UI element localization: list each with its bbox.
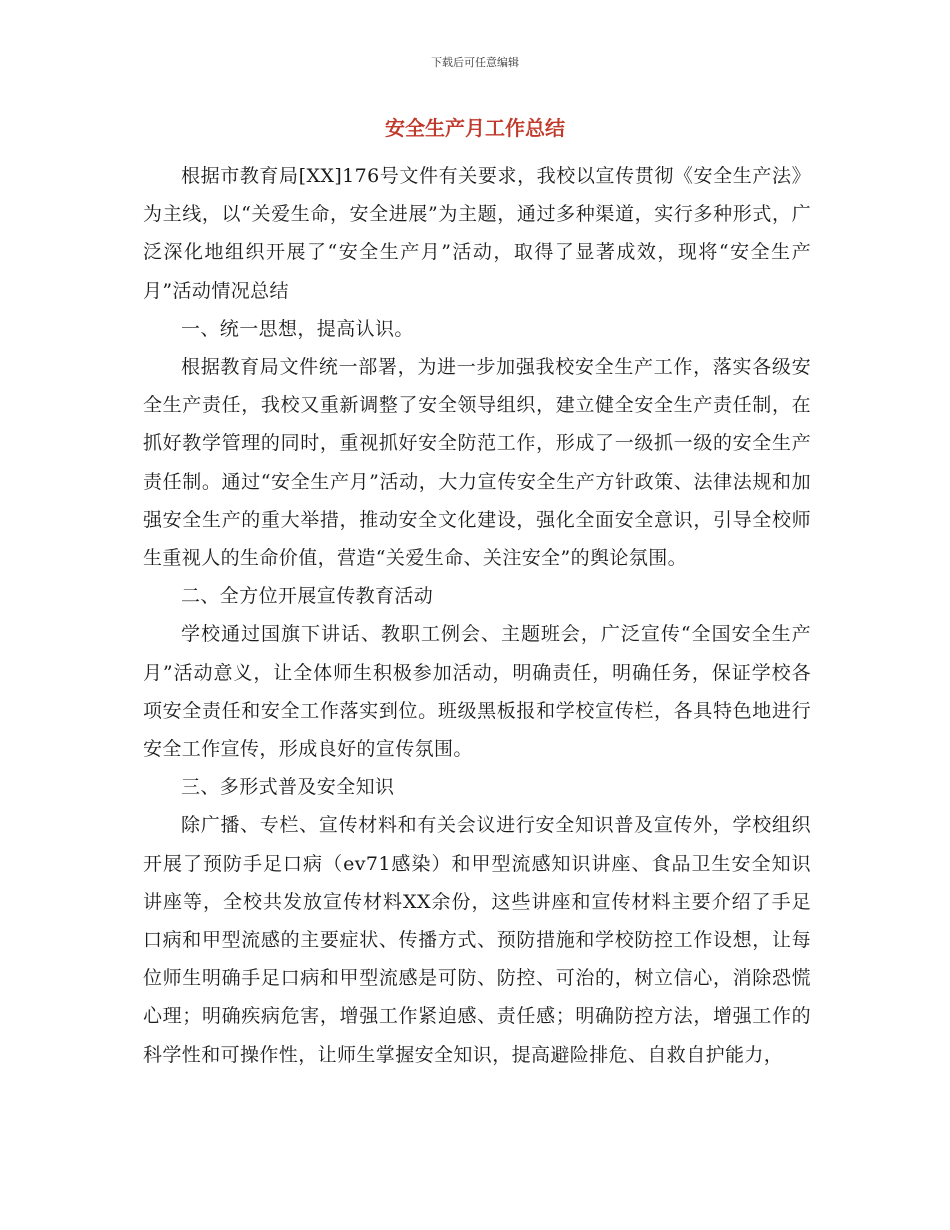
- section-2-paragraph: 学校通过国旗下讲话、教职工例会、主题班会，广泛宣传“全国安全生产月”活动意义，让全体师生积极参加活动，明确责任，明确任务，保证学校各项安全责任和安全工作落实到位。班级黑板报和学校宣传栏，各具特色地进行安全工作宣传，形成良好的宣传氛围。: [143, 623, 811, 761]
- header-note: 下载后可任意编辑: [431, 56, 519, 69]
- intro-paragraph: 根据市教育局[XX]176号文件有关要求，我校以宣传贯彻《安全生产法》为主线，以“关爱生命，安全进展”为主题，通过多种渠道，实行多种形式，广泛深化地组织开展了“安全生产月”活动，取得了显著成效，现将“安全生产月”活动情况总结: [143, 165, 811, 302]
- document-body: [143, 157, 811, 1074]
- section-1-paragraph: 根据教育局文件统一部署，为进一步加强我校安全生产工作，落实各级安全生产责任，我校又重新调整了安全领导组织，建立健全安全生产责任制，在抓好教学管理的同时，重视抓好安全防范工作，形成了一级抓一级的安全生产责任制。通过“安全生产月”活动，大力宣传安全生产方针政策、法律法规和加强安全生产的重大举措，推动安全文化建设，强化全面安全意识，引导全校师生重视人的生命价值，营造“关爱生命、关注安全”的舆论氛围。: [143, 356, 811, 570]
- section-heading-2: 二、全方位开展宣传教育活动: [181, 585, 434, 608]
- section-heading-1: 一、统一思想，提高认识。: [181, 317, 414, 340]
- section-heading-3: 三、多形式普及安全知识: [181, 776, 395, 799]
- document-title: 安全生产月工作总结: [385, 116, 565, 140]
- section-3-paragraph: 除广播、专栏、宣传材料和有关会议进行安全知识普及宣传外，学校组织开展了预防手足口病（ev71感染）和甲型流感知识讲座、食品卫生安全知识讲座等，全校共发放宣传材料XX余份，这些讲座和宣传材料主要介绍了手足口病和甲型流感的主要症状、传播方式、预防措施和学校防控工作设想，让每位师生明确手足口病和甲型流感是可防、防控、可治的，树立信心，消除恐慌心理；明确疾病危害，增强工作紧迫感、责任感；明确防控方法，增强工作的科学性和可操作性，让师生掌握安全知识，提高避险排危、自救自护能力，: [143, 814, 811, 1066]
